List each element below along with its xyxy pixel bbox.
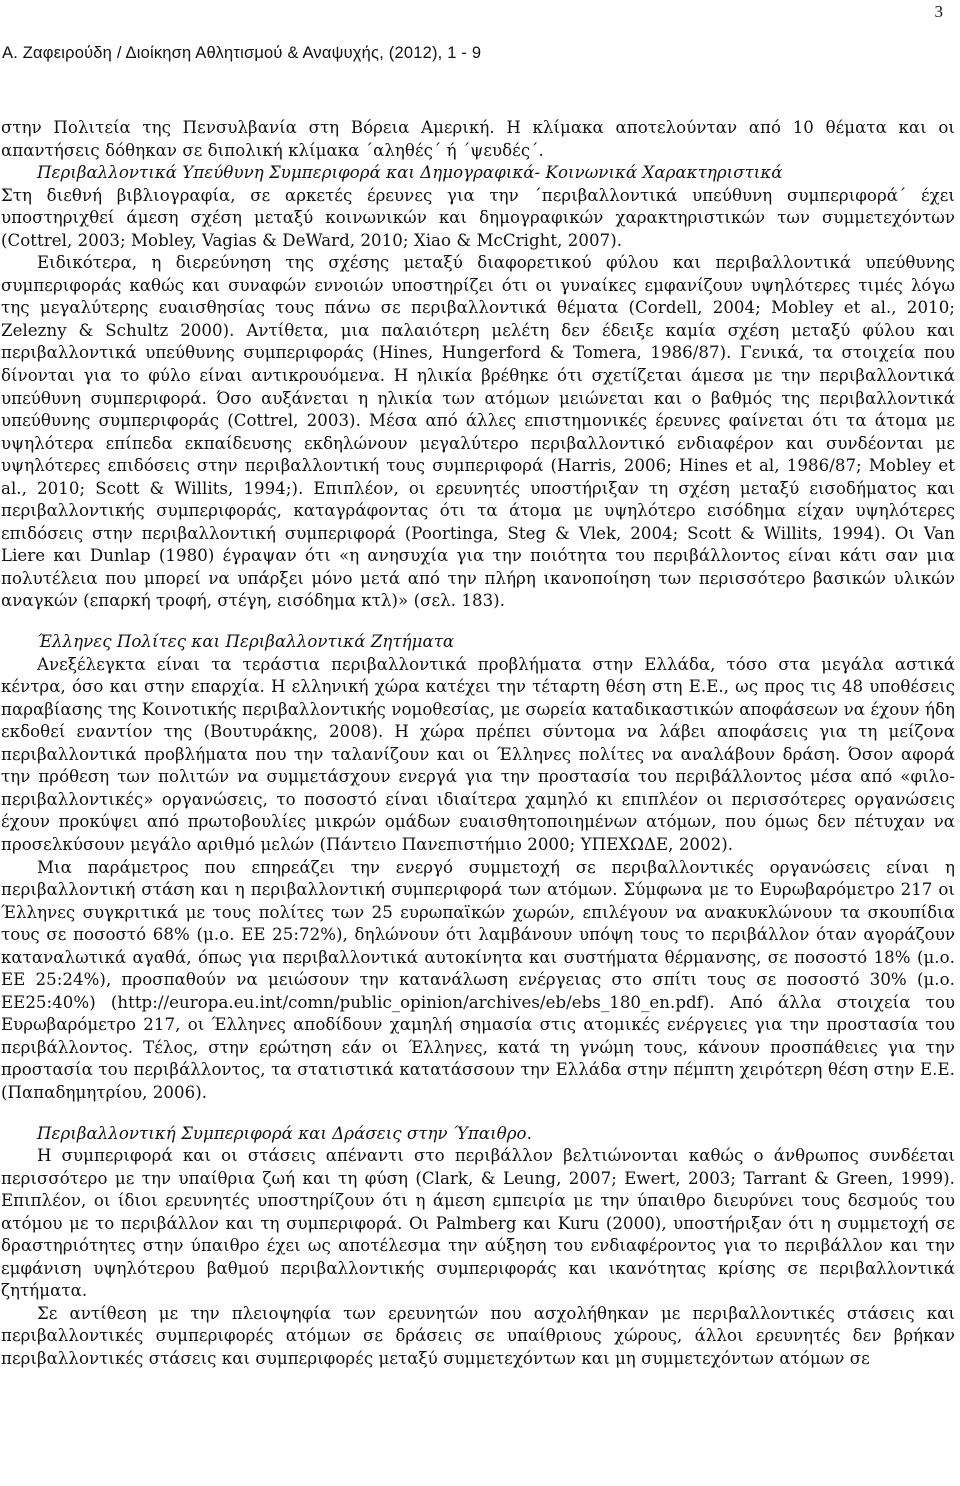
running-header: Α. Ζαφειρούδη / Διοίκηση Αθλητισμού & Αναψυχής, (2012), 1 - 9 — [2, 44, 482, 62]
paragraph-continuation: στην Πολιτεία της Πενσυλβανία στη Βόρεια Αμερική. Η κλίμακα αποτελούνταν από 10 θέματα και οι απαντήσεις δόθηκαν σε διπολική κλίμακα ΄αληθές΄ ή ΄ψευδές΄. — [1, 118, 955, 160]
paragraph: Μια παράμετρος που επηρεάζει την ενεργό συμμετοχή σε περιβαλλοντικές οργανώσεις είναι η περιβαλλοντική στάση και η περιβαλλοντική συμπεριφορά των ατόμων. Σύμφωνα με το Ευρωβαρόμετρο 217 οι Έλληνες συγκριτικά με τους πολίτες των 25 ευρωπαϊκών χωρών, επιλέγουν να ανακυκλώνουν τα σκουπίδια τους σε ποσοστό 68% (μ.ο. ΕΕ 25:72%), δηλώνουν ότι λαμβάνουν υπόψη τους το περιβάλλον όταν αγοράζουν καταναλωτικά αγαθά, όπως για περιβαλλοντικά αυτοκίνητα και συστήματα θέρμανσης, σε ποσοστό 18% (μ.ο. ΕΕ 25:24%), προσπαθούν να μειώσουν την κατανάλωση ενέργειας στο σπίτι τους σε ποσοστό 30% (μ.ο. ΕΕ25:40%) (http://europa.eu.int/comn/public_opinion/archives/eb/ebs_180_en.pdf). Από άλλα στοιχεία του Ευρωβαρόμετρο 217, οι Έλληνες αποδίδουν χαμηλή σημασία στις ατομικές ενέργειες για την προστασία του περιβάλλοντος. Τέλος, στην ερώτηση εάν οι Έλληνες, κατά τη γνώμη τους, κάνουν προσπάθειες για την προστασία του περιβάλλοντος, τα στατιστικά κατατάσσουν την Ελλάδα στην πέμπτη χειρότερη θέση στην Ε.Ε. (Παπαδημητρίου, 2006). — [1, 857, 955, 1102]
paragraph: Στη διεθνή βιβλιογραφία, σε αρκετές έρευνες για την ΄περιβαλλοντικά υπεύθυνη συμπεριφορά΄ έχει υποστηριχθεί άμεση σχέση μεταξύ κοινωνικών και δημογραφικών χαρακτηριστικών των συμμετεχόντων (Cottrel, 2003; Mobley, Vagias & DeWard, 2010; Xiao & McCright, 2007). — [1, 185, 955, 250]
section-heading-greek-citizens: Έλληνες Πολίτες και Περιβαλλοντικά Ζητήματα — [37, 632, 455, 652]
paragraph: Σε αντίθεση με την πλειοψηφία των ερευνητών που ασχολήθηκαν με περιβαλλοντικές στάσεις και περιβαλλοντικές συμπεριφορές ατόμων σε δράσεις σε υπαίθριους χώρους, άλλοι ερευνητές δεν βρήκαν περιβαλλοντικές στάσεις και συμπεριφορές μεταξύ συμμετεχόντων και μη συμμετεχόντων ατόμων σε — [1, 1303, 955, 1368]
paragraph: Ειδικότερα, η διερεύνηση της σχέσης μεταξύ διαφορετικού φύλου και περιβαλλοντικά υπεύθυνης συμπεριφοράς καθώς και συναφών εννοιών υποστηρίζει ότι οι γυναίκες εμφανίζουν υψηλότερες τιμές λόγω της μεγαλύτερης ευαισθησίας τους πάνω σε περιβαλλοντικά θέματα (Cordell, 2004; Mobley et al., 2010; Zelezny & Schultz 2000). Αντίθετα, μια παλαιότερη μελέτη δεν έδειξε καμία σχέση μεταξύ φύλου και περιβαλλοντικά υπεύθυνης συμπεριφοράς (Hines, Hungerford & Tomera, 1986/87). Γενικά, τα στοιχεία που δίνονται για το φύλο είναι αντικρουόμενα. Η ηλικία βρέθηκε ότι σχετίζεται άμεσα με την περιβαλλοντικά υπεύθυνη συμπεριφορά. Όσο αυξάνεται η ηλικία των ατόμων μειώνεται και ο βαθμός της περιβαλλοντικά υπεύθυνης συμπεριφοράς (Cottrel, 2003). Μέσα από άλλες επιστημονικές έρευνες φαίνεται ότι τα άτομα με υψηλότερα επίπεδα εκπαίδευσης εκδηλώνουν μεγαλύτερο περιβαλλοντικό ενδιαφέρον και συνδέονται με υψηλότερες επιδόσεις στην περιβαλλοντική τους συμπεριφορά (Harris, 2006; Hines et al, 1986/87; Mobley et al., 2010; Scott & Willits, 1994;). Επιπλέον, οι ερευνητές υποστήριξαν τη σχέση μεταξύ εισοδήματος και περιβαλλοντικής συμπεριφοράς, καταγράφοντας ότι τα άτομα με υψηλότερο εισόδημα είχαν υψηλότερες επιδόσεις στην περιβαλλοντική συμπεριφορά (Poortinga, Steg & Vlek, 2004; Scott & Willits, 1994). Οι Van Liere και Dunlap (1980) έγραψαν ότι «η ανησυχία για την ποιότητα του περιβάλλοντος είναι κάτι σαν μια πολυτέλεια που μπορεί να υπάρξει μόνο μετά από την πλήρη ικανοποίηση των περισσότερο βασικών υλικών αναγκών (επαρκή τροφή, στέγη, εισόδημα κτλ)» (σελ. 183). — [1, 253, 955, 611]
paragraph: Ανεξέλεγκτα είναι τα τεράστια περιβαλλοντικά προβλήματα στην Ελλάδα, τόσο στα μεγάλα αστικά κέντρα, όσο και στην επαρχία. Η ελληνική χώρα κατέχει την τέταρτη θέση στη Ε.Ε., ως προς τις 48 υποθέσεις παραβίασης της Κοινοτικής περιβαλλοντικής νομοθεσίας, με σωρεία καταδικαστικών αποφάσεων να έχουν ήδη εκδοθεί εναντίον της (Βουτυράκης, 2008). Η χώρα πρέπει σύντομα να λάβει αποφάσεις για τη μείζονα περιβαλλοντικά προβλήματα που την ταλανίζουν και οι Έλληνες πολίτες να αναλάβουν δράση. Όσον αφορά την πρόθεση των πολιτών να συμμετάσχουν ενεργά για την προστασία του περιβάλλοντος μέσα από «φιλο-περιβαλλοντικές» οργανώσεις, το ποσοστό είναι ιδιαίτερα χαμηλό κι επιπλέον οι περισσότερες οργανώσεις έχουν προκύψει από πρωτοβουλίες μικρών ομάδων ευαισθητοποιημένων ατόμων, που όμως δεν πέτυχαν να προσελκύσουν μεγάλο αριθμό μελών (Πάντειο Πανεπιστήμιο 2000; ΥΠΕΧΩΔΕ, 2002). — [1, 654, 955, 854]
paragraph: Η συμπεριφορά και οι στάσεις απέναντι στο περιβάλλον βελτιώνονται καθώς ο άνθρωπος συνδέεται περισσότερο με την υπαίθρια ζωή και τη φύση (Clark, & Leung, 2007; Ewert, 2003; Tarrant & Green, 1999). Επιπλέον, οι ίδιοι ερευνητές υποστηρίζουν ότι η άμεση εμπειρία με την ύπαιθρο διευρύνει τους δεσμούς του ατόμου με το περιβάλλον και τη συμπεριφορά. Οι Palmberg και Kuru (2000), υποστήριξαν ότι η συμμετοχή σε δραστηριότητες στην ύπαιθρο έχει ως αποτέλεσμα την αύξηση του ενδιαφέροντος για το περιβάλλον και την εμφάνιση υψηλότερου βαθμού περιβαλλοντικής συμπεριφοράς και ικανότητας κρίσης σε περιβαλλοντικά ζητήματα. — [1, 1146, 955, 1301]
page-number: 3 — [934, 2, 943, 21]
section-heading-demographics: Περιβαλλοντικά Υπεύθυνη Συμπεριφορά και Δημογραφικά- Κοινωνικά Χαρακτηριστικά — [37, 163, 783, 183]
section-heading-outdoor-actions: Περιβαλλοντική Συμπεριφορά και Δράσεις στην Ύπαιθρο. — [37, 1123, 532, 1143]
article-body — [1, 117, 955, 1371]
